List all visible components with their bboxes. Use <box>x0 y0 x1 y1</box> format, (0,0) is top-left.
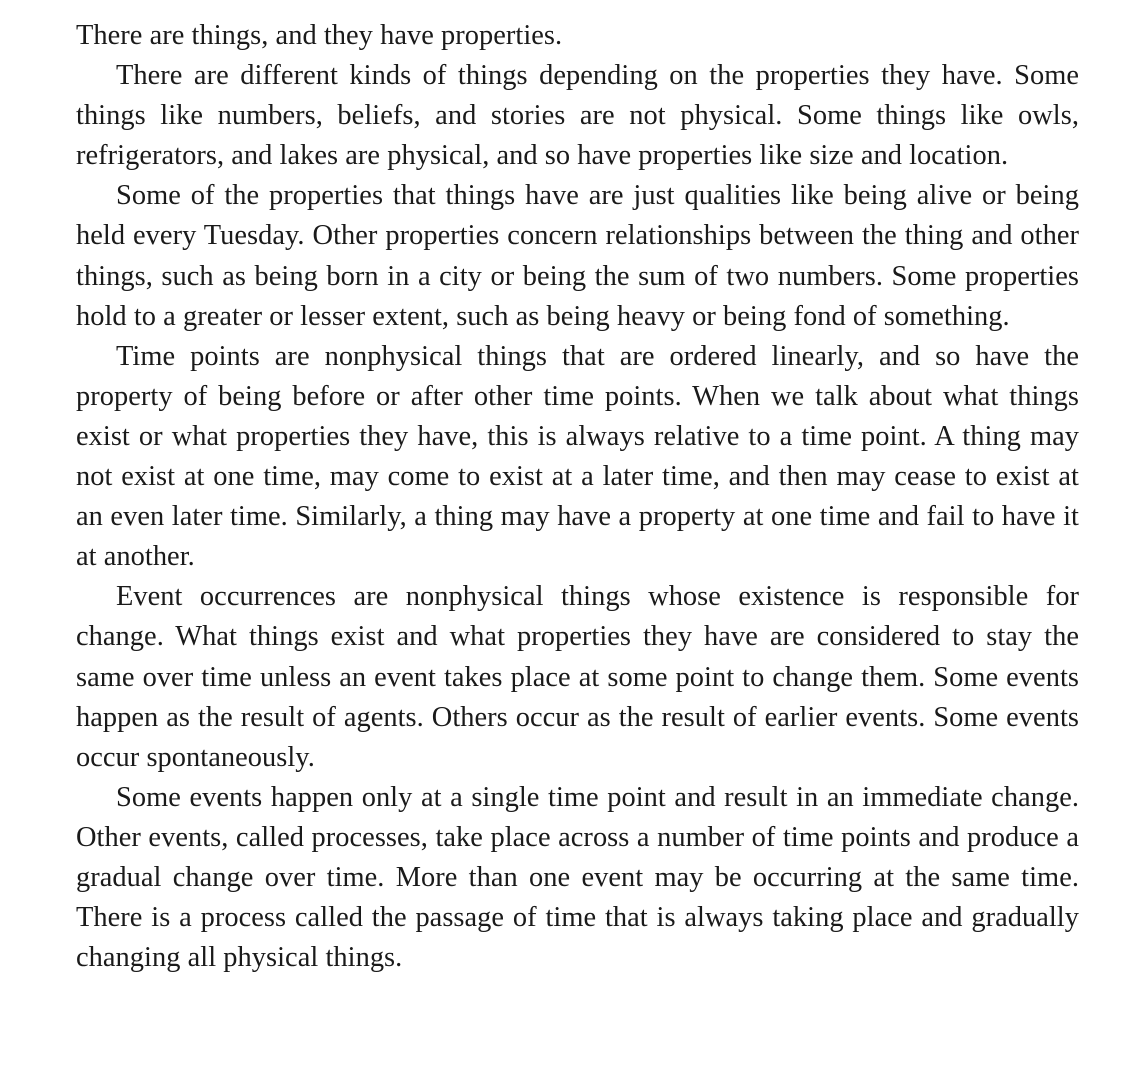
document-body <box>76 16 1079 978</box>
paragraph-3: Some of the properties that things have are just qualities like being alive or being held every Tuesday. Other properties concern relationships between the thing and other things, such as being born in a city or being the sum of two numbers. Some properties hold to a greater or lesser extent, such as being heavy or being fond of something. <box>76 180 1079 332</box>
paragraph-1: There are things, and they have properties. <box>76 20 563 51</box>
paragraph-2: There are different kinds of things depending on the properties they have. Some things like numbers, beliefs, and stories are not physical. Some things like owls, refrigerators, and lakes are physical, and so have properties like size and location. <box>76 60 1079 172</box>
paragraph-6: Some events happen only at a single time point and result in an immediate change. Other events, called processes, take place across a number of time points and produce a gradual change over time. More than one event may be occurring at the same time. There is a process called the passage of time that is always taking place and gradually changing all physical things. <box>76 781 1079 974</box>
paragraph-4: Time points are nonphysical things that are ordered linearly, and so have the property of being before or after other time points. When we talk about what things exist or what properties they have, this is always relative to a time point. A thing may not exist at one time, may come to exist at a later time, and then may cease to exist at an even later time. Similarly, a thing may have a property at one time and fail to have it at another. <box>76 340 1079 573</box>
paragraph-5: Event occurrences are nonphysical things whose existence is responsible for change. What things exist and what properties they have are considered to stay the same over time unless an event takes place at some point to change them. Some events happen as the result of agents. Others occur as the result of earlier events. Some events occur spontaneously. <box>76 581 1079 773</box>
